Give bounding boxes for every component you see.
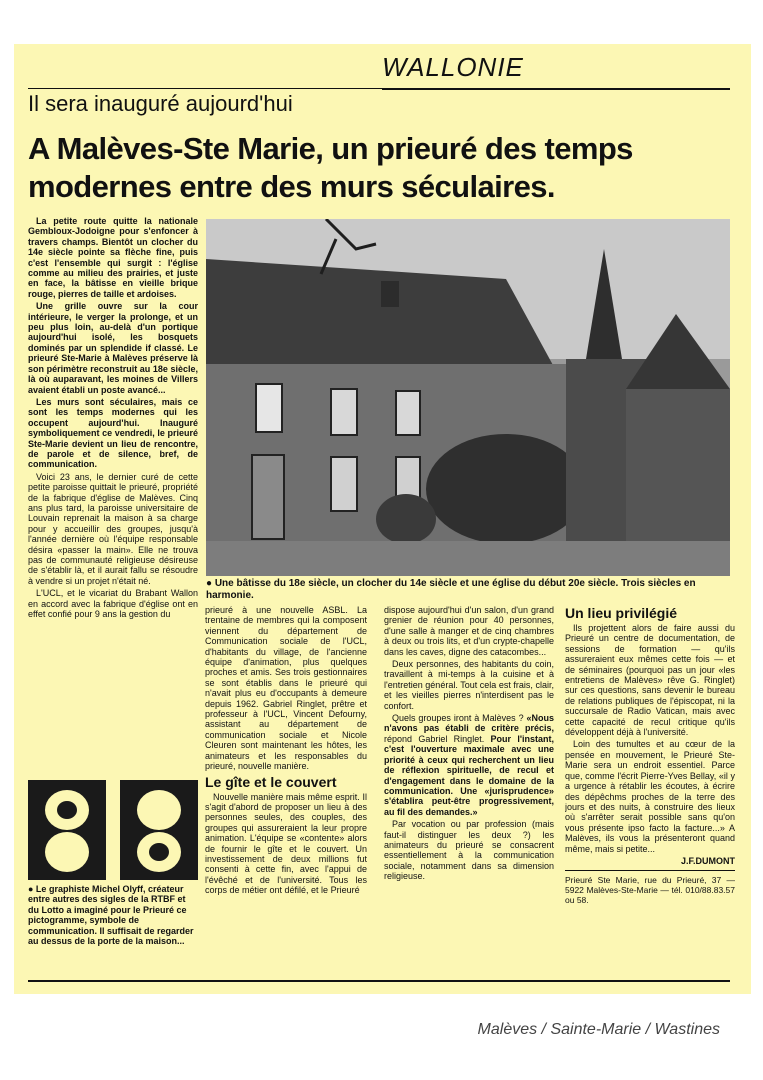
- address: Prieuré Ste Marie, rue du Prieuré, 37 — 5922 Malèves-Ste-Marie — tél. 010/88.83.57 ou 58.: [565, 875, 735, 906]
- subhead-lieu: Un lieu privilégié: [565, 605, 678, 621]
- signature: J.F.DUMONT: [681, 855, 735, 866]
- priory-illustration: [206, 219, 730, 576]
- column-2: [205, 605, 367, 975]
- paragraph: Par vocation ou par profession (mais faut-il distinguer les deux ?) les animateurs du prieuré se consacrent essentiellement à la communication sociale, notamment dans sa dimension religieuse.: [384, 819, 554, 882]
- paragraph: Ils projettent alors de faire aussi du Prieuré un centre de documentation, de sessions de formation — qu'ils assureraient eux mêmes cette fois — et de séminaires (pourquoi pas un jour «les entretiens de Malèves» rêve G. Ringlet) sur ces questions, sans devenir le bureau de relations publiques de l'épiscopat, ni la succursale de Radio Vatican, mais avec cette capacité de recul critique qu'ils développent déjà à l'université.: [565, 623, 735, 738]
- subhead-gite: Le gîte et le couvert: [205, 773, 337, 790]
- pictogram-icon: [28, 780, 198, 880]
- quote-paragraph: [384, 713, 554, 817]
- divider: [565, 870, 735, 871]
- paragraph: La petite route quitte la nationale Gembloux-Jodoigne pour s'enfoncer à travers champs. Bientôt un clocher du 14e siècle pointe sa flèche fine, puis c'est l'ensemble qui surgit : l'église comme au milieu des prairies, et juste en face, la bâtisse en vieille brique rouge, pierres de taille et ardoises.: [28, 216, 198, 299]
- text-bold: «Nous n'avons pas établi de critère précis,: [384, 713, 554, 734]
- paragraph: L'UCL, et le vicariat du Brabant Wallon en accord avec la fabrique d'église ont en effet confié pour 9 ans la gestion du: [28, 588, 198, 620]
- photo-caption: ● Une bâtisse du 18e siècle, un clocher du 14e siècle et une église du début 20e siècle. Trois siècles en harmonie.: [206, 578, 696, 601]
- pictogram-caption: ● Le graphiste Michel Olyff, créateur entre autres des sigles de la RTBF et du Lotto a imaginé pour le Prieuré ce pictogramme, symbole de communication. Il suffisait de regarder au dessus de la porte de la maison...: [28, 884, 194, 947]
- text: répond Gabriel Ringlet.: [384, 733, 491, 744]
- column-4: [565, 605, 735, 945]
- paragraph: dispose aujourd'hui d'un salon, d'un grand grenier de réunion pour 40 personnes, d'une salle à manger et de cinq chambres à deux ou trois lits, et d'un crypte-chapelle dans les caves, digne des catacombes...: [384, 605, 554, 657]
- paragraph: Loin des tumultes et au cœur de la pensée en mouvement, le Prieuré Ste-Marie sera un endroit essentiel. Parce que, comme l'écrit Pierre-Yves Bellay, «il y a urgence à rétablir les écoutes, à écrire des dépêchms proches de la terre des jours et des nuits, à construire des lieux où s'arrêter serait possible sans qu'on vous présente ipso facto la facture...» A Malèves, ils vous la présenteront quand même, mais si petite...: [565, 739, 735, 854]
- header-rule: [28, 88, 730, 89]
- priory-photo: [206, 219, 730, 576]
- paragraph: Les murs sont séculaires, mais ce sont les temps modernes qui les occupent aujourd'hui. Inauguré symboliquement ce vendredi, le prieuré Ste-Marie devient un lieu de rencontre, de parole et de silence, bref, de communication.: [28, 396, 198, 470]
- text-bold: Pour l'instant, c'est l'ouverture maximale avec une priorité à ceux qui recherchent un lieu de réflexion spirituelle, de recul et d'engagement dans le domaine de la communication. Une «jurisprudence» s'établira peut-être progressivement, au fil des demandes.»: [384, 733, 554, 817]
- bottom-rule: [28, 980, 730, 982]
- section-tag: WALLONIE: [382, 52, 524, 82]
- text: Quels groupes iront à Malèves ?: [392, 713, 527, 724]
- paragraph: prieuré à une nouvelle ASBL. La trentaine de membres qui la composent viennent du département de Communication sociale de l'UCL, d'habitants du village, de l'ancienne équipe d'animation, plus quelques proches et amis. Ses trois gestionnaires se sont établis dans le prieuré qui n'avait plus eu d'occupants à demeure depuis 1962. Gabriel Ringlet, prêtre et professeur à l'UCL, Vincent Defourny, assistant au département de communication sociale et Nicole Cleuren sont maintenant les hôtes, les animateurs et les responsables du prieuré, nouvelle manière.: [205, 605, 367, 772]
- footer-tag: Malèves / Sainte-Marie / Wastines: [477, 1021, 720, 1038]
- column-3: [384, 605, 554, 975]
- paragraph: Deux personnes, des habitants du coin, travaillent à mi-temps à la cuisine et à l'entretien général. Tout cela est frais, clair, et les vieilles pierres n'interdisent pas le confort.: [384, 659, 554, 711]
- paragraph: Voici 23 ans, le dernier curé de cette petite paroisse quittait le prieuré, propriété de la fabrique d'église de Malèves. Cinq ans plus tard, la paroisse universitaire de Louvain reprenait la maison à sa charge pour y accueillir des groupes, jusqu'à l'année dernière où l'équipe responsable désira «passer la main». Elle ne trouva pas de communauté religieuse désireuse de s'établir là, et il aurait fallu se résoudre à vendre si un projet n'était né.: [28, 471, 198, 586]
- olyff-pictogram: [28, 780, 198, 880]
- headline: A Malèves-Ste Marie, un prieuré des temps modernes entre des murs séculaires.: [28, 131, 633, 204]
- kicker: Il sera inauguré aujourd'hui: [28, 91, 293, 116]
- column-1: [28, 216, 198, 786]
- paragraph: Une grille ouvre sur la cour intérieure, le verger la prolonge, et un peu plus loin, au-delà d'un portique aujourd'hui isolé, les bosquets dominés par un splendide if classé. Le prieuré Ste-Marie à Malèves préserve là son périmètre reconstruit au 18e siècle, là où auparavant, les moines de Villers avaient établi un poste avancé...: [28, 301, 198, 395]
- paragraph: Nouvelle manière mais même esprit. Il s'agit d'abord de proposer un lieu à des personnes seules, des couples, des groupes qui assureraient la leur propre animation. L'équipe se «contente» alors de fournir le gîte et le couvert. Un investissement de deux millions fut consenti à cette fin, avec l'appui de l'évêché et de l'université. Tous les corps de métier ont défilé, et le Prieuré: [205, 791, 367, 896]
